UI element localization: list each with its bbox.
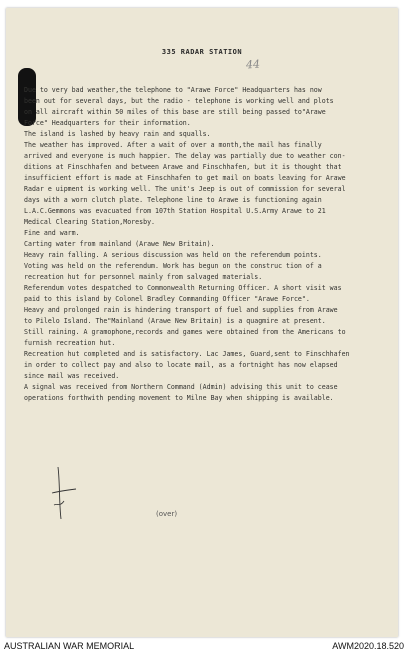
folio-number: 44 [245, 57, 261, 72]
document-title: 335 RADAR STATION [161, 48, 243, 56]
diary-entry: Referendum votes despatched to Commonwealth Returning Officer. A short visit was paid to this island by Colonel Bradley Commanding Officer "Arawe Force". [24, 284, 342, 303]
archive-name: AUSTRALIAN WAR MEMORIAL [4, 641, 135, 651]
diary-entry: Radar e uipment is working well. The unit's Jeep is out of commission for several days with a worn clutch plate. Telephone line to Arawe is functioning again [24, 185, 346, 204]
archive-reference: AWM2020.18.520 [332, 641, 404, 651]
diary-entry: L.A.C.Gemmons was evacuated from 107th Station Hospital U.S.Army Arawe to 21 Medical Clearing Station,Moresby. [24, 207, 326, 226]
diary-entry: The weather has improved. After a wait of over a month,the mail has finally arrived and everyone is much happier. The delay was partially due to weather con- ditions at Finschhafen and between Arawe and Finschhafen, but it is thought that insufficient effort is made at Finschhafen to get mail on boats leaving for Arawe [24, 141, 346, 182]
diary-entry: Due to very bad weather,the telephone to "Arawe Force" Headquarters has now been out for several days, but the radio - telephone is working well and plots on all aircraft within 50 miles of this base are still being passed to"Arawe Force" Headquarters for their information. [24, 86, 334, 127]
diary-entry: Voting was held on the referendum. Work has begun on the construc tion of a recreation hut for personnel mainly from salvaged materials. [24, 262, 322, 281]
diary-entry: Heavy rain falling. A serious discussion was held on the referendum points. [24, 251, 322, 259]
diary-entry: Recreation hut completed and is satisfactory. Lac James, Guard,sent to Finschhafen in order to collect pay and also to locate mail, as a fortnight has now elapsed since mail was received. [24, 350, 350, 380]
handwritten-mark-icon [50, 463, 80, 523]
diary-entry: Still raining. A gramophone,records and games were obtained from the Americans to furnish recreation hut. [24, 328, 346, 347]
diary-body [24, 85, 382, 404]
diary-entry: A signal was received from Northern Command (Admin) advising this unit to cease operations forthwith pending movement to Milne Bay when shipping is available. [24, 383, 338, 402]
archive-footer [0, 640, 409, 653]
diary-entry: Carting water from mainland (Arawe New Britain). [24, 240, 215, 248]
diary-entry: The island is lashed by heavy rain and squalls. [24, 130, 211, 138]
document-page [6, 8, 398, 637]
diary-entry: Fine and warm. [24, 229, 80, 237]
handwritten-over-note: (over) [156, 510, 178, 518]
diary-entry: Heavy and prolonged rain is hindering transport of fuel and supplies from Arawe to Pilelo Island. The"Mainland (Arawe New Britain) is a quagmire at present. [24, 306, 338, 325]
